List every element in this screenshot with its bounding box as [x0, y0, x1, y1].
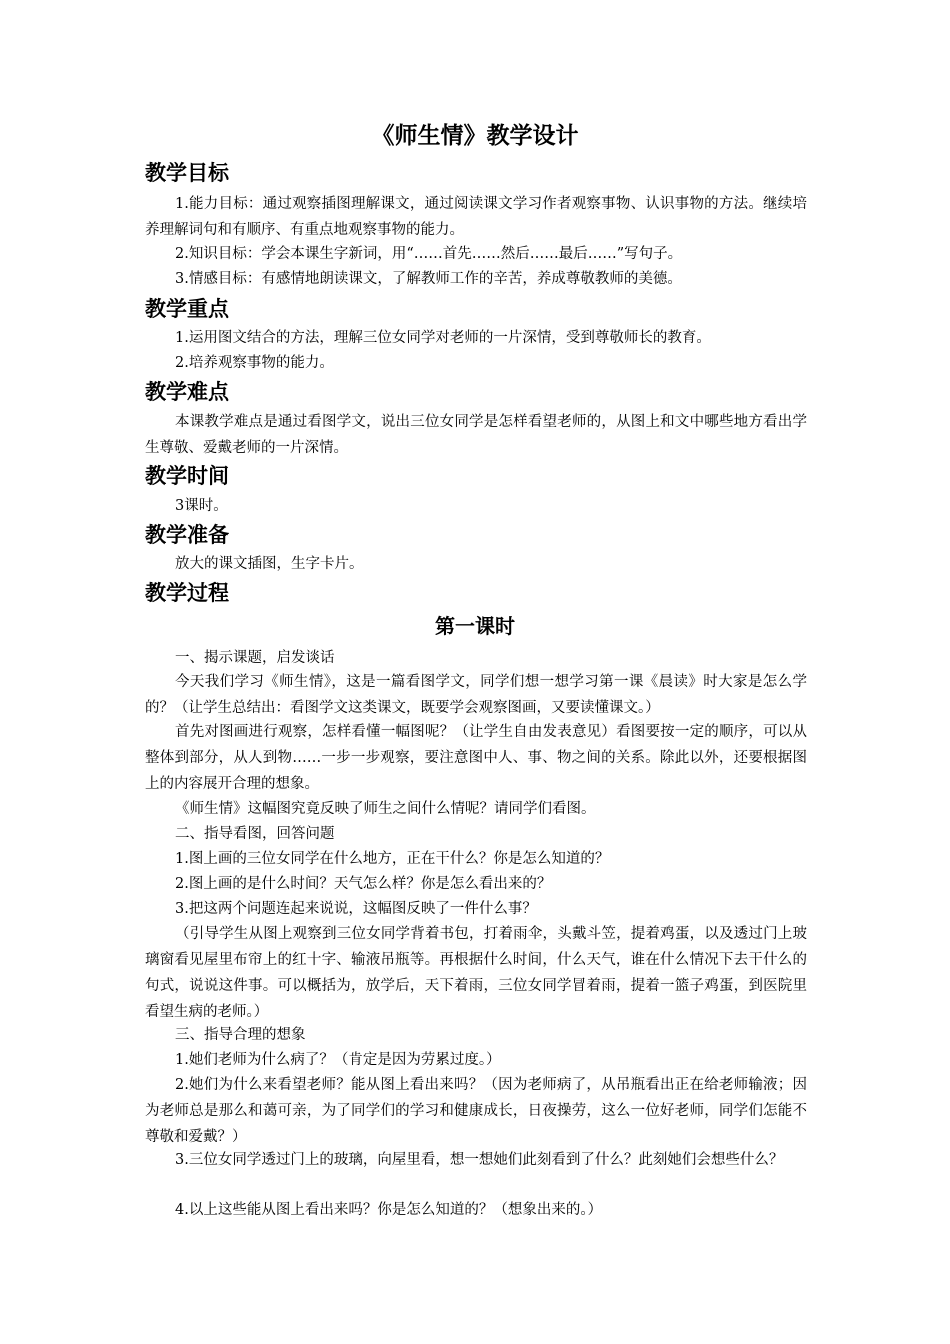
process-paragraph: 《师生情》这幅图究竟反映了师生之间什么情呢？请同学们看图。 [175, 801, 596, 817]
process-paragraph: 4.以上这些能从图上看出来吗？你是怎么知道的？（想象出来的。） [175, 1202, 603, 1218]
heading-teaching-goals: 教学目标 [145, 161, 229, 185]
process-paragraph: 二、指导看图，回答问题 [175, 826, 335, 842]
process-paragraph: 1.她们老师为什么病了？（肯定是因为劳累过度。） [175, 1052, 501, 1068]
difficulties-text: 本课教学难点是通过看图学文，说出三位女同学是怎样看望老师的，从图上和文中哪些地方看出学生尊敬、爱戴老师的一片深情。 [145, 414, 807, 456]
heading-teaching-time: 教学时间 [145, 464, 229, 488]
heading-key-points: 教学重点 [145, 297, 229, 321]
process-paragraph: 1.图上画的三位女同学在什么地方，正在干什么？你是怎么知道的？ [175, 851, 610, 867]
process-paragraph: 一、揭示课题，启发谈话 [175, 650, 335, 666]
process-paragraph: （引导学生从图上观察到三位女同学背着书包，打着雨伞，头戴斗笠，提着鸡蛋，以及透过门上玻璃窗看见屋里布帘上的红十字、输液吊瓶等。再根据什么时间，什么天气，谁在什么情况下去干什么的句式，说说这件事。可以概括为，放学后，天下着雨，三位女同学冒着雨，提着一篮子鸡蛋，到医院里看望生病的老师。） [145, 926, 807, 1020]
key-point-item: 1.运用图文结合的方法，理解三位女同学对老师的一片深情，受到尊敬师长的教育。 [175, 330, 711, 346]
lesson-title: 第一课时 [435, 614, 515, 638]
process-paragraph: 三、指导合理的想象 [175, 1027, 306, 1043]
time-text: 3课时。 [175, 498, 228, 514]
goal-item: 1.能力目标：通过观察插图理解课文，通过阅读课文学习作者观察事物、认识事物的方法。继续培养理解词句和有顺序、有重点地观察事物的能力。 [145, 196, 807, 238]
heading-teaching-process: 教学过程 [145, 581, 229, 605]
goal-item: 2.知识目标：学会本课生字新词，用“……首先……然后……最后……”写句子。 [175, 246, 683, 262]
document-title: 《师生情》教学设计 [371, 123, 579, 149]
process-paragraph: 3.把这两个问题连起来说说，这幅图反映了一件什么事？ [175, 901, 537, 917]
process-paragraph: 3.三位女同学透过门上的玻璃，向屋里看，想一想她们此刻看到了什么？此刻她们会想些什么？ [175, 1152, 784, 1168]
process-paragraph: 2.图上画的是什么时间？天气怎么样？你是怎么看出来的？ [175, 876, 552, 892]
goal-item: 3.情感目标：有感情地朗读课文，了解教师工作的辛苦，养成尊敬教师的美德。 [175, 271, 682, 287]
key-point-item: 2.培养观察事物的能力。 [175, 355, 334, 371]
preparation-text: 放大的课文插图，生字卡片。 [175, 556, 364, 572]
process-paragraph: 2.她们为什么来看望老师？能从图上看出来吗？（因为老师病了，从吊瓶看出正在给老师输液；因为老师总是那么和蔼可亲，为了同学们的学习和健康成长，日夜操劳，这么一位好老师，同学们怎能不尊敬和爱戴？） [145, 1077, 807, 1145]
process-paragraph: 首先对图画进行观察，怎样看懂一幅图呢？（让学生自由发表意见）看图要按一定的顺序，可以从整体到部分，从人到物……一步一步观察，要注意图中人、事、物之间的关系。除此以外，还要根据图上的内容展开合理的想象。 [145, 724, 807, 792]
heading-difficulties: 教学难点 [145, 380, 229, 404]
heading-preparation: 教学准备 [145, 523, 229, 547]
process-paragraph: 今天我们学习《师生情》，这是一篇看图学文，同学们想一想学习第一课《晨读》时大家是怎么学的？（让学生总结出：看图学文这类课文，既要学会观察图画，又要读懂课文。） [145, 674, 807, 716]
